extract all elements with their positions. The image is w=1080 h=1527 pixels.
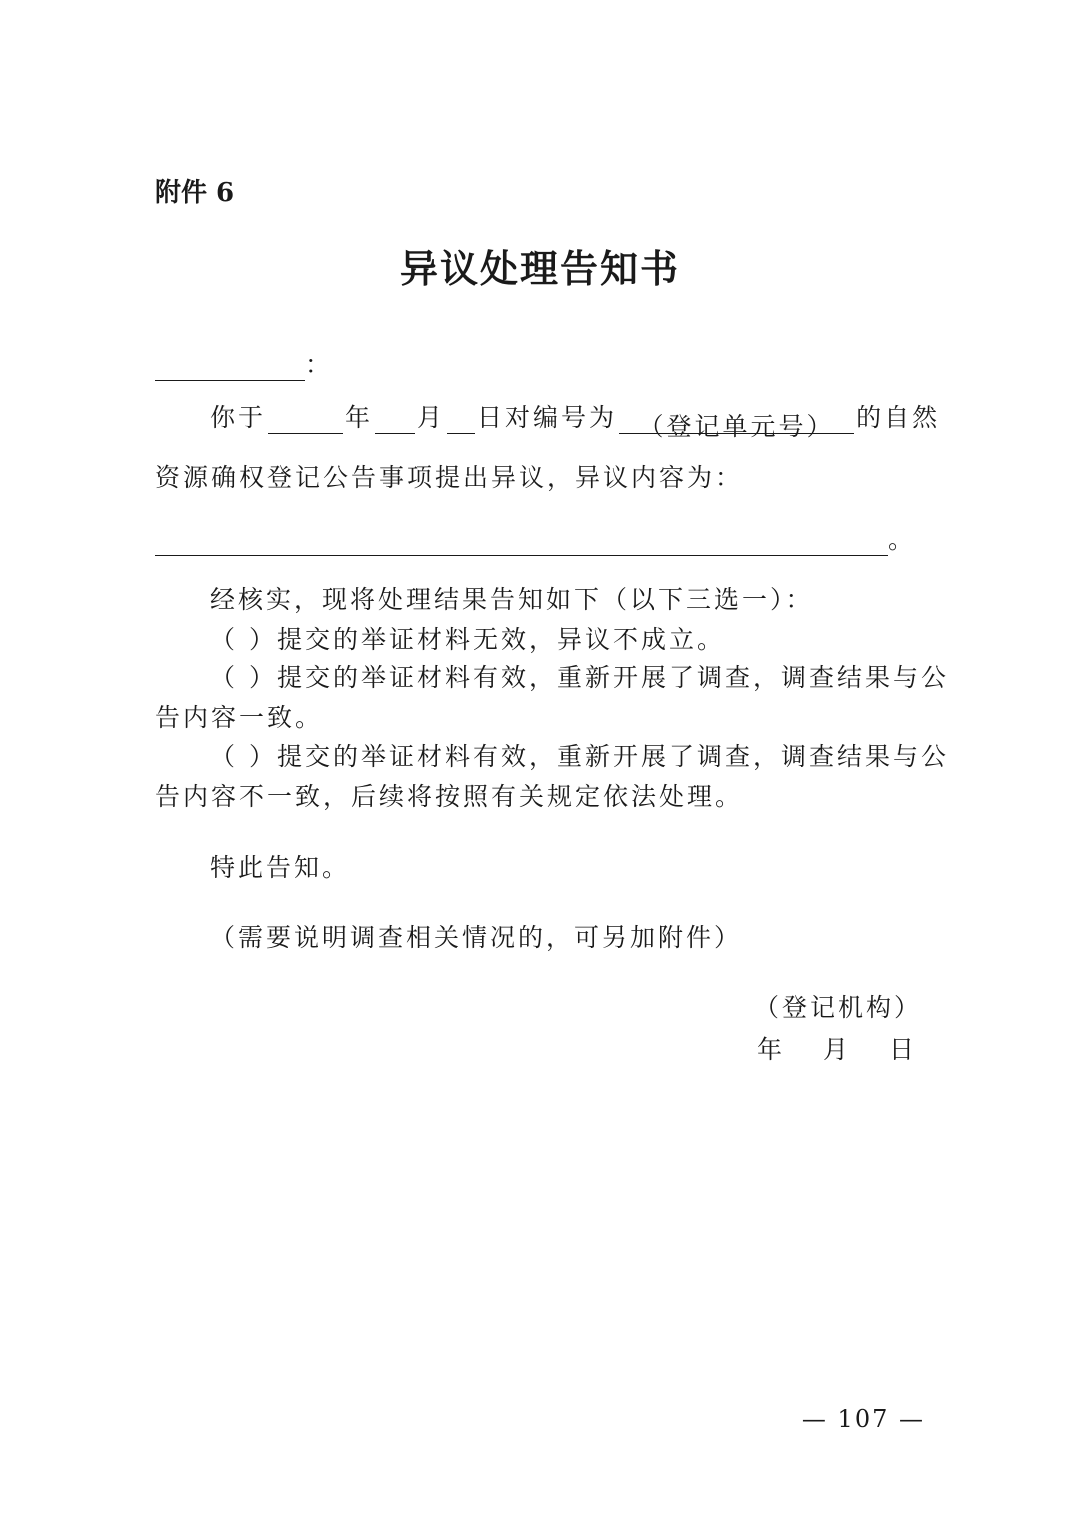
signature-date: 年 月 日 xyxy=(756,1035,922,1064)
option-1: （ ）提交的举证材料无效，异议不成立。 xyxy=(210,625,725,654)
registration-unit-placeholder: （登记单元号） xyxy=(638,412,835,441)
option-2-line-1: （ ）提交的举证材料有效，重新开展了调查，调查结果与公 xyxy=(210,663,949,692)
registration-unit-blank xyxy=(619,407,854,441)
salutation-colon: ： xyxy=(305,350,331,379)
objection-content-blank xyxy=(155,529,888,556)
paragraph-1-line-1 xyxy=(210,398,941,441)
attachment-label: 附件 6 xyxy=(155,178,235,208)
content-end-mark: 。 xyxy=(888,525,917,554)
paragraph-1-line-2: 资源确权登记公告事项提出异议，异议内容为： xyxy=(155,463,744,492)
month-blank xyxy=(375,407,415,434)
year-blank xyxy=(268,407,343,434)
attachment-note: （需要说明调查相关情况的，可另加附件） xyxy=(210,923,743,952)
objection-content-line xyxy=(155,520,916,556)
option-2-line-2: 告内容一致。 xyxy=(155,703,324,732)
text-month: 月 xyxy=(417,403,446,432)
salutation-line xyxy=(155,345,330,381)
day-blank xyxy=(447,407,475,434)
option-3-line-1: （ ）提交的举证材料有效，重新开展了调查，调查结果与公 xyxy=(210,742,949,771)
signature-organization: （登记机构） xyxy=(753,993,922,1022)
document-title: 异议处理告知书 xyxy=(399,246,680,291)
text-year: 年 xyxy=(345,403,374,432)
text-day-number: 日对编号为 xyxy=(477,403,618,432)
notice-text: 特此告知。 xyxy=(210,853,351,882)
result-intro: 经核实，现将处理结果告知如下（以下三选一）： xyxy=(210,585,814,614)
text-ni-yu: 你于 xyxy=(210,403,267,432)
option-3-line-2: 告内容不一致，后续将按照有关规定依法处理。 xyxy=(155,782,744,811)
recipient-blank xyxy=(155,354,305,381)
text-natural: 的自然 xyxy=(856,403,941,432)
page-number: — 107 — xyxy=(801,1405,925,1433)
